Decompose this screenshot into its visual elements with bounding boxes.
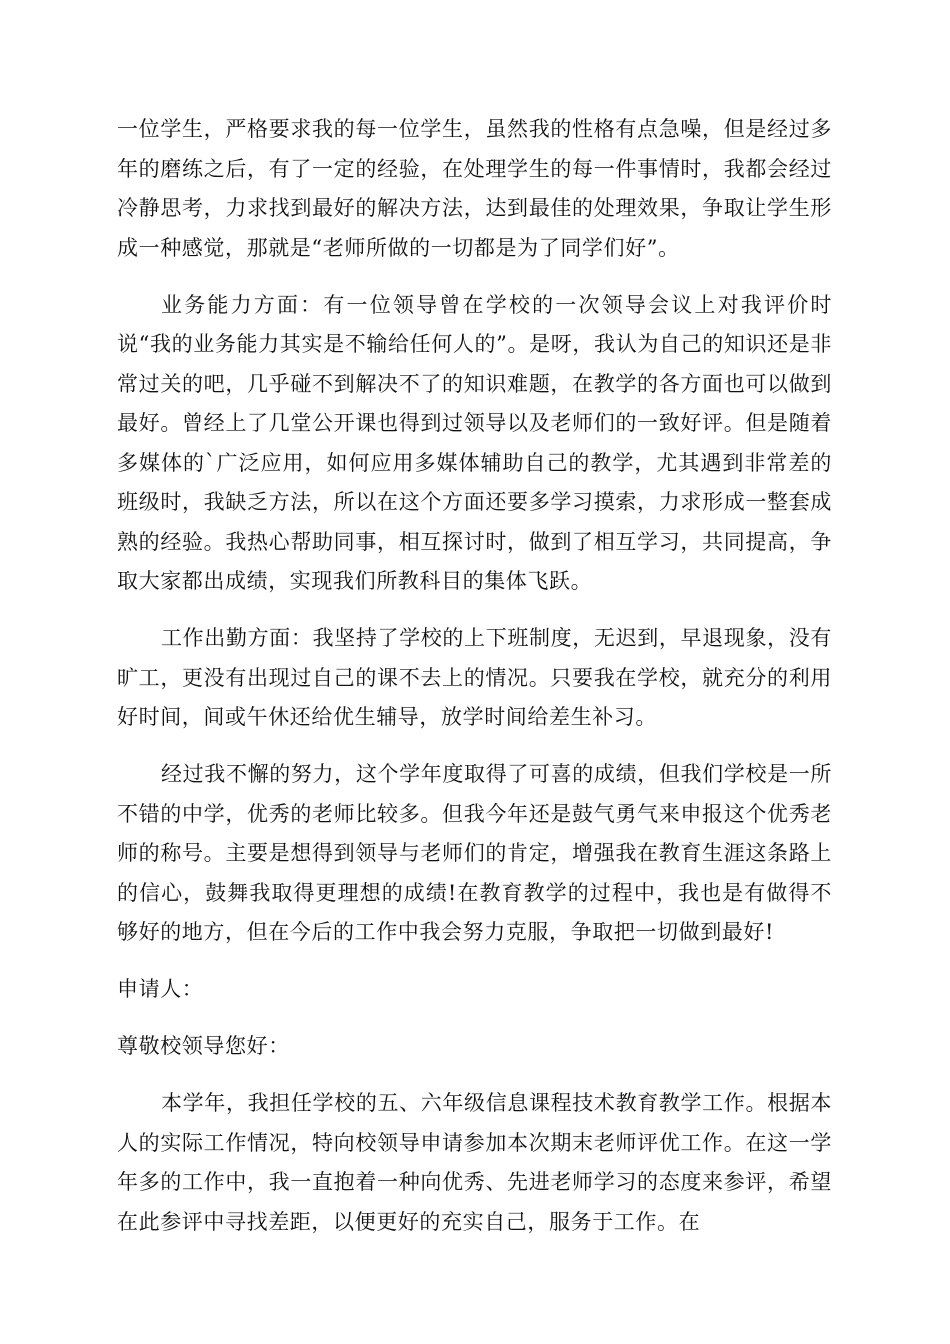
paragraph-attendance: 工作出勤方面：我坚持了学校的上下班制度，无迟到，早退现象，没有旷工，更没有出现过自己的课不去上的情况。只要我在学校，就充分的利用好时间，间或午休还给优生辅导，放学时间给差生补习。: [117, 626, 832, 729]
paragraph-conclusion: 经过我不懈的努力，这个学年度取得了可喜的成绩，但我们学校是一所不错的中学，优秀的老师比较多。但我今年还是鼓气勇气来申报这个优秀老师的称号。主要是想得到领导与老师们的肯定，增强我在教育生涯这条路上的信心，鼓舞我取得更理想的成绩!在教育教学的过程中，我也是有做得不够好的地方，但在今后的工作中我会努力克服，争取把一切做到最好!: [117, 762, 832, 944]
salutation: 尊敬校领导您好：: [117, 1034, 290, 1058]
paragraph-continued: 一位学生，严格要求我的每一位学生，虽然我的性格有点急噪，但是经过多年的磨练之后，有了一定的经验，在处理学生的每一件事情时，我都会经过冷静思考，力求找到最好的解决方法，达到最佳的处理效果，争取让学生形成一种感觉，那就是“老师所做的一切都是为了同学们好”。: [117, 117, 832, 260]
document-body: [117, 110, 832, 1260]
paragraph-business-ability: 业务能力方面：有一位领导曾在学校的一次领导会议上对我评价时说“我的业务能力其实是不输给任何人的”。是呀，我认为自己的知识还是非常过关的吧，几乎碰不到解决不了的知识难题，在教学的各方面也可以做到最好。曾经上了几堂公开课也得到过领导以及老师们的一致好评。但是随着多媒体的`广泛应用，如何应用多媒体辅助自己的教学，尤其遇到非常差的班级时，我缺乏方法，所以在这个方面还要多学习摸索，力求形成一整套成熟的经验。我热心帮助同事，相互探讨时，做到了相互学习，共同提高，争取大家都出成绩，实现我们所教科目的集体飞跃。: [117, 292, 832, 593]
applicant-label: 申请人：: [117, 977, 204, 1001]
paragraph-new-letter: 本学年，我担任学校的五、六年级信息课程技术教育教学工作。根据本人的实际工作情况，特向校领导申请参加本次期末老师评优工作。在这一学年多的工作中，我一直抱着一种向优秀、先进老师学习的态度来参评，希望在此参评中寻找差距，以便更好的充实自己，服务于工作。在: [117, 1091, 832, 1234]
